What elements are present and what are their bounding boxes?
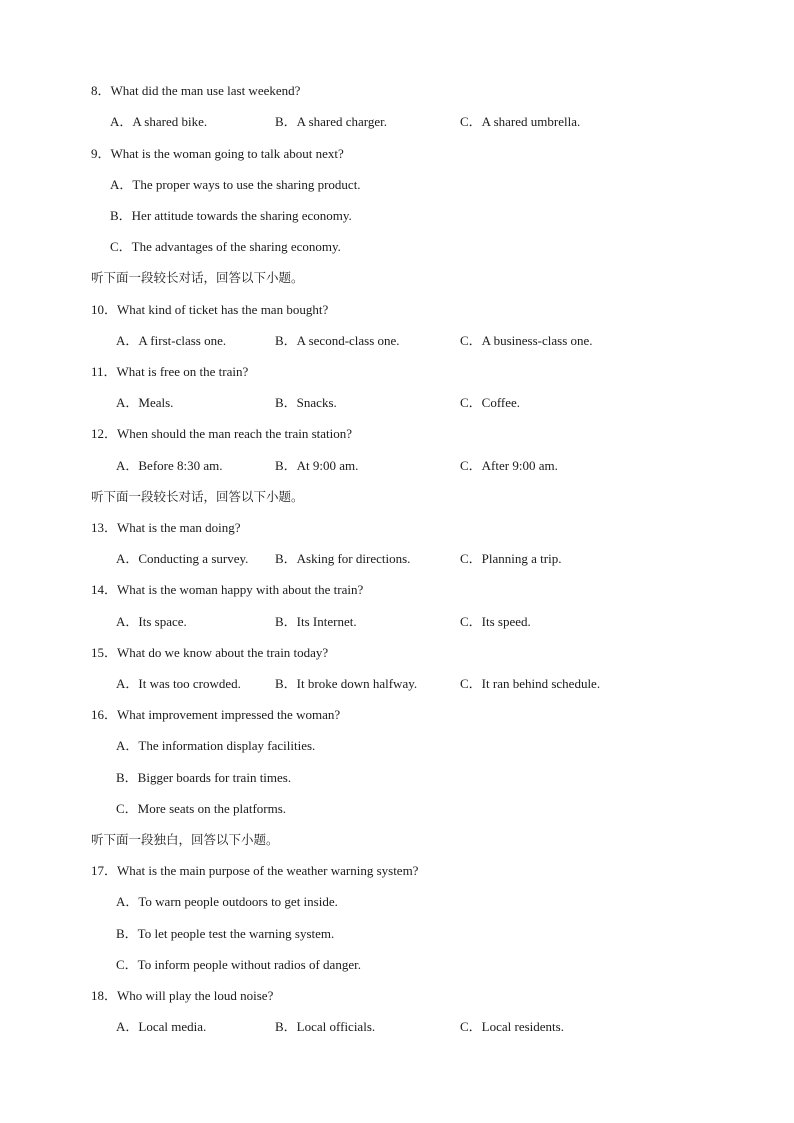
option-c: C．Planning a trip. [460,551,562,566]
question-13 [91,519,240,537]
section-instruction: 听下面一段独白，回答以下小题。 [91,832,279,847]
question-text: What is the woman going to talk about next? [110,146,344,161]
option-a: A．Its space. [116,614,187,629]
option-a: A．It was too crowded. [116,676,241,691]
section-instruction: 听下面一段较长对话，回答以下小题。 [91,270,304,285]
question-number: 13． [91,520,118,535]
option-b: B．A shared charger. [275,114,388,129]
option-b: B．Asking for directions. [275,551,411,566]
question-text: What kind of ticket has the man bought? [117,302,329,317]
question-text: What is the main purpose of the weather warning system? [117,863,419,878]
question-15 [91,644,328,662]
option-b: B．Local officials. [275,1019,376,1034]
option-b: B．Its Internet. [275,614,357,629]
exam-page: 8．What did the man use last weekend? A．A shared bike. B．A shared charger. C．A shared umbrella. 9．What is the woman going to talk about next? A．The proper ways to use the sharing product. B．Her attitude towards the sharing economy. C．The advantages of the sharing economy. 听下面一段较长对话，回答以下小题。 10．What kind of ticket has the man bought? A．A first-class one. B．A second-class one. C．A business-class one. 11．What is free on the train? A．Meals. B．Snacks. C．Coffee. 12．When should the man reach the train station? A．Before 8:30 am. B．At 9:00 am. C．After 9:00 am. 听下面一段较长对话，回答以下小题。 13．What is the man doing? A．Conducting a survey. B．Asking for directions. C．Planning a trip. 14．What is the woman happy with about the train? A．Its space. B．Its Internet. C．Its speed. 15．What do we know about the train today? A．It was too crowded. B．It broke down halfway. C．It ran behind schedule. 16．What improvement impressed the woman? A．The information display facilities. B．Bigger boards for train times. C．More seats on the platforms. 听下面一段独白，回答以下小题。 17．What is the main purpose of the weather warning system? A．To warn people outdoors to get inside. B．To let people test the warning system. C．To inform people without radios of danger. 18．Who will play the loud noise? A．Local media. B．Local officials. C．Local residents. [91,83,601,1034]
question-12 [91,425,352,443]
option-c: C．Its speed. [460,614,531,629]
option-a: A．A shared bike. [110,114,208,129]
question-text: What did the man use last weekend? [110,83,301,98]
question-number: 18． [91,988,118,1003]
question-text: What is the woman happy with about the train? [117,582,364,597]
question-text: What do we know about the train today? [117,645,329,660]
question-text: What improvement impressed the woman? [117,707,341,722]
option-c: C．A business-class one. [460,333,593,348]
question-number: 9． [91,146,111,161]
question-18 [91,987,273,1005]
question-14 [91,581,363,599]
question-17 [91,862,418,880]
option-a: A．Local media. [116,1019,207,1034]
question-9 [91,145,344,163]
question-number: 10． [91,302,118,317]
question-text: What is free on the train? [116,364,249,379]
option-a: A．Conducting a survey. [116,551,249,566]
question-8 [91,82,300,100]
option-a: A．A first-class one. [116,333,227,348]
option-b: B．A second-class one. [275,333,400,348]
question-number: 12． [91,426,118,441]
question-number: 16． [91,707,118,722]
option-b: B．It broke down halfway. [275,676,418,691]
option-b: B．Snacks. [275,395,337,410]
option-a: A．Before 8:30 am. [116,458,223,473]
option-c: C．Local residents. [460,1019,564,1034]
option-c: C．A shared umbrella. [460,114,581,129]
question-number: 11． [91,364,117,379]
question-number: 15． [91,645,118,660]
question-10 [91,301,328,319]
question-11 [91,363,248,381]
option-c: C．After 9:00 am. [460,458,558,473]
question-text: What is the man doing? [117,520,241,535]
question-number: 17． [91,863,118,878]
question-text: When should the man reach the train station? [117,426,353,441]
option-c: C．It ran behind schedule. [460,676,601,691]
section-instruction: 听下面一段较长对话，回答以下小题。 [91,489,304,504]
option-c: C．Coffee. [460,395,521,410]
option-b: B．At 9:00 am. [275,458,359,473]
question-number: 8． [91,83,111,98]
question-text: Who will play the loud noise? [117,988,274,1003]
option-a: A．Meals. [116,395,174,410]
question-16 [91,706,340,724]
question-number: 14． [91,582,118,597]
